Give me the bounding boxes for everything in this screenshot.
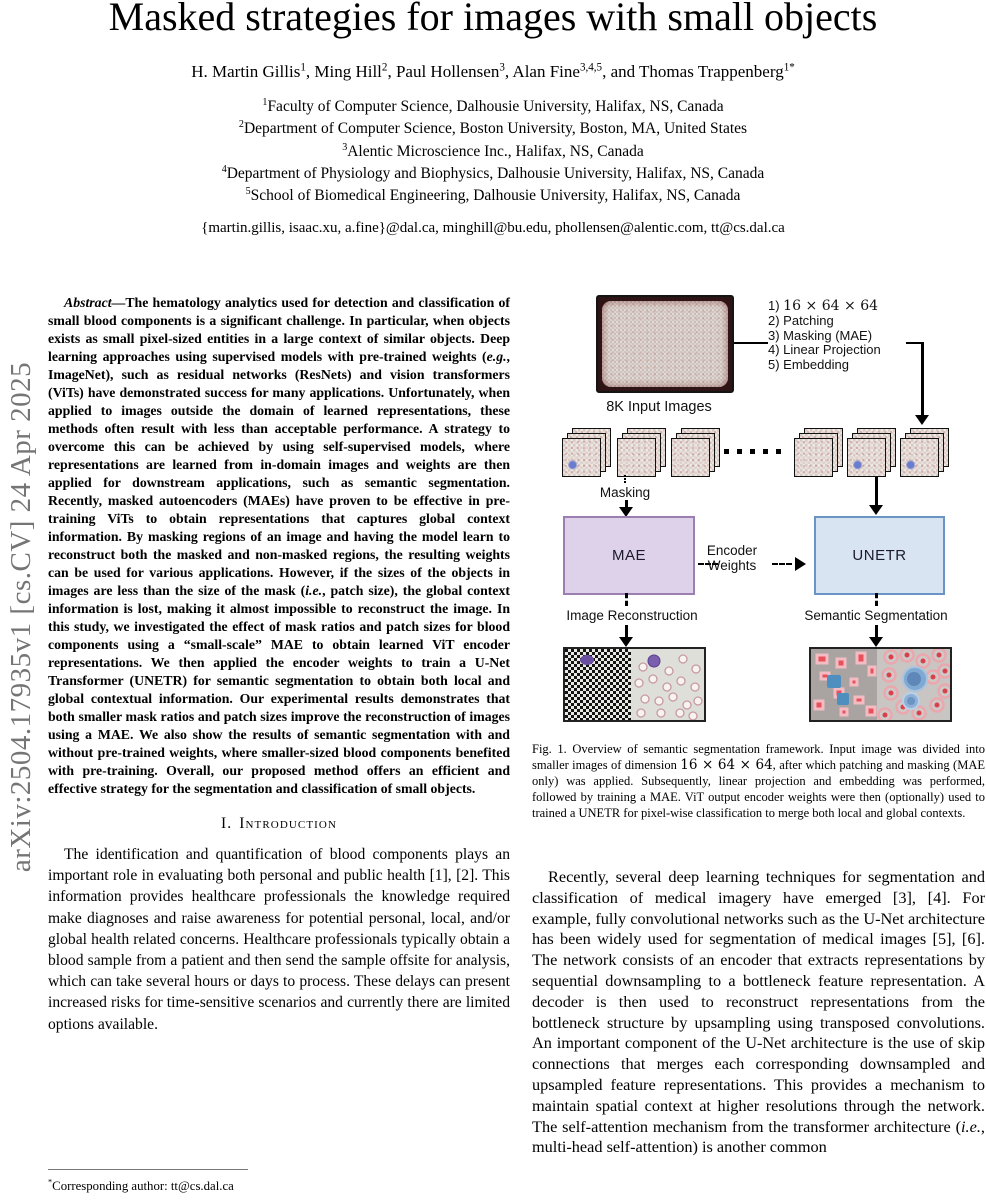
segmentation-arrow-icon	[869, 637, 883, 647]
footnote-rule	[48, 1169, 248, 1170]
section-title: Introduction	[239, 815, 338, 832]
footnote-text: *Corresponding author: tt@cs.dal.ca	[48, 1177, 234, 1193]
ellipsis-dots	[724, 449, 788, 454]
patch-stack-3	[671, 428, 720, 477]
affiliation-3: $^3$Alentic Microscience Inc., Halifax, NS, Canada	[342, 141, 644, 160]
connector-image-to-steps	[734, 342, 768, 344]
affiliation-1: $^1$Faculty of Computer Science, Dalhousie University, Halifax, NS, Canada	[262, 96, 724, 115]
patch-stack-2	[617, 428, 666, 477]
reconstruction-svg	[565, 649, 704, 720]
patch-stack-6	[900, 428, 949, 477]
input-image-label: 8K Input Images	[606, 399, 712, 415]
unetr-box	[814, 516, 945, 595]
left-column	[48, 294, 510, 1035]
paper-header	[0, 0, 986, 237]
section-heading-introduction	[48, 815, 510, 833]
encoder-weights-dash-right	[772, 563, 792, 565]
reconstruction-label: Image Reconstruction	[566, 608, 698, 623]
mae-box-label: MAE	[611, 547, 646, 564]
encoder-weights-label	[702, 543, 762, 573]
pipeline-step-1: 1) 16 × 64 × 64	[768, 298, 879, 314]
unetr-arrow-icon	[869, 505, 883, 515]
unetr-box-label: UNETR	[852, 547, 907, 564]
masking-label: Masking	[599, 485, 651, 500]
arxiv-banner: arXiv:2504.17935v1 [cs.CV] 24 Apr 2025	[5, 361, 37, 873]
connector-steps-elbow-v	[921, 342, 924, 415]
related-work-paragraph: Recently, several deep learning techniques for segmentation and classification of medical imagery have emerged [3], [4]. For example, fully convolutional networks such as the U-Net architecture has been widely used for segmentation of medical images [5], [6]. The network consists of an encoder that extracts representations by sequential downsampling to a bottleneck feature representation. A decoder is then used to reconstruct representations from the bottleneck structure by upsampling using transposed convolutions. An important component of the U-Net architecture is the use of skip connections that merges each corresponding downsampled and upsampled feature representations. This provides a mechanism to maintain spatial context at higher resolutions through the network. The self-attention mechanism from the transformer architecture (i.e., multi-head self-attention) is another common	[532, 867, 985, 1157]
segmentation-dashed-stem	[875, 593, 878, 606]
arrow-to-patch-stack-icon	[915, 415, 929, 425]
figure-1	[532, 293, 985, 725]
introduction-paragraph: The identification and quantification of blood components plays an important role in evaluating both personal and public health [1], [2]. This information provides healthcare professionals the knowledge required make diagnoses and raise awareness for potential personal, local, and/or global health related concerns. Healthcare professionals typically obtain a blood sample from a patient and then send the sample offsite for analysis, which can take several hours or days to process. These delays can present increased risks for time-sensitive scenarios and currently there are limited options available.	[48, 846, 510, 1033]
affiliation-2: $^2$Department of Computer Science, Boston University, Boston, MA, United States	[238, 119, 748, 138]
section-numeral: I.	[220, 815, 233, 832]
pipeline-step-5: 5) Embedding	[768, 357, 849, 373]
author-line: H. Martin Gillis$^1$, Ming Hill$^2$, Paul Hollensen$^3$, Alan Fine$^{3,4,5}$, and Thomas Trappenberg$^{1*}$	[191, 61, 795, 81]
patch-stack-5	[847, 428, 896, 477]
pipeline-step-3: 3) Masking (MAE)	[768, 327, 873, 343]
pipeline-step-4: 4) Linear Projection	[768, 342, 881, 358]
unetr-arrow-stem	[875, 477, 878, 505]
encoder-weights-arrow-icon	[795, 557, 806, 571]
affiliation-list	[0, 96, 986, 207]
reconstruction-dashed-stem	[625, 593, 628, 606]
affiliation-5: $^5$School of Biomedical Engineering, Dalhousie University, Halifax, NS, Canada	[245, 186, 741, 205]
footnote	[48, 1169, 510, 1194]
abstract-paragraph: Abstract—The hematology analytics used for detection and classification of small blood components is a significant challenge. In particular, when objects exists as small pixel-sized entities in a large context of similar objects. Deep learning approaches using supervised models with pre-trained weights (e.g., ImageNet), such as residual networks (ResNets) and vision transformers (ViTs) have demonstrated success for many applications. Unfortunately, when applied to images outside the domain of learned representations, these methods often result with less than acceptable performance. A strategy to overcome this can be achieved by using self-supervised models, where representations are learned from in-domain images and weights are then applied for downstream applications, such as semantic segmentation. Recently, masked autoencoders (MAEs) have proven to be effective in pre-training ViTs to obtain representations that captures global context information. By masking regions of an image and having the model learn to reconstruct both the masked and non-masked regions, the resulting weights can be used for various applications. However, if the sizes of the objects in images are less than the size of the mask (i.e., patch size), the global context information is lost, making it almost impossible to reconstruct the image. In this study, we investigated the effect of mask ratios and patch sizes for blood components using a “small-scale” MAE to obtain learned ViT encoder representations. We then applied the encoder weights to train a U-Net Transformer (UNETR) for semantic segmentation to obtain both local and global contextual information. Our experimental results demonstrates that both smaller mask ratios and patch sizes improve the reconstruction of images using a MAE. We also show the results of semantic segmentation with and without pre-trained weights, where smaller-sized blood components benefited with pre-training. Overall, our proposed method offers an efficient and effective strategy for the segmentation and classification of small objects.	[48, 295, 510, 796]
segmentation-result-image	[809, 647, 952, 722]
input-image-texture	[602, 301, 728, 387]
email-line: {martin.gillis, isaac.xu, a.fine}@dal.ca, minghill@bu.edu, phollensen@alentic.com, tt@cs.dal.ca	[201, 220, 785, 237]
segmentation-svg	[811, 649, 950, 720]
encoder-weights-line1: Encoder	[706, 543, 758, 558]
input-image-thumbnail	[596, 295, 734, 393]
reconstruction-result-image	[563, 647, 706, 722]
right-column	[532, 293, 985, 1158]
pipeline-steps	[768, 299, 881, 373]
pipeline-step-2: 2) Patching	[768, 312, 834, 328]
reconstruction-arrow-icon	[619, 637, 633, 647]
encoder-weights-line2: Weights	[707, 558, 757, 573]
segmentation-label: Semantic Segmentation	[804, 608, 948, 623]
page-title: Masked strategies for images with small objects	[108, 0, 878, 39]
mae-box	[563, 516, 695, 595]
patch-stack-1	[562, 428, 611, 477]
figure-caption: Fig. 1. Overview of semantic segmentation framework. Input image was divided into smaller images of dimension 16 × 64 × 64, after which patching and masking (MAE only) was applied. Subsequently, linear projection and embedding was performed, followed by training a MAE. ViT output encoder weights were then (optionally) used to trained a UNETR for pixel-wise classification to merge both local and global contexts.	[532, 742, 985, 820]
masking-dotted-line	[624, 475, 626, 483]
patch-stack-4	[794, 428, 843, 477]
affiliation-4: $^4$Department of Physiology and Biophysics, Dalhousie University, Halifax, NS, Canada	[221, 163, 765, 182]
